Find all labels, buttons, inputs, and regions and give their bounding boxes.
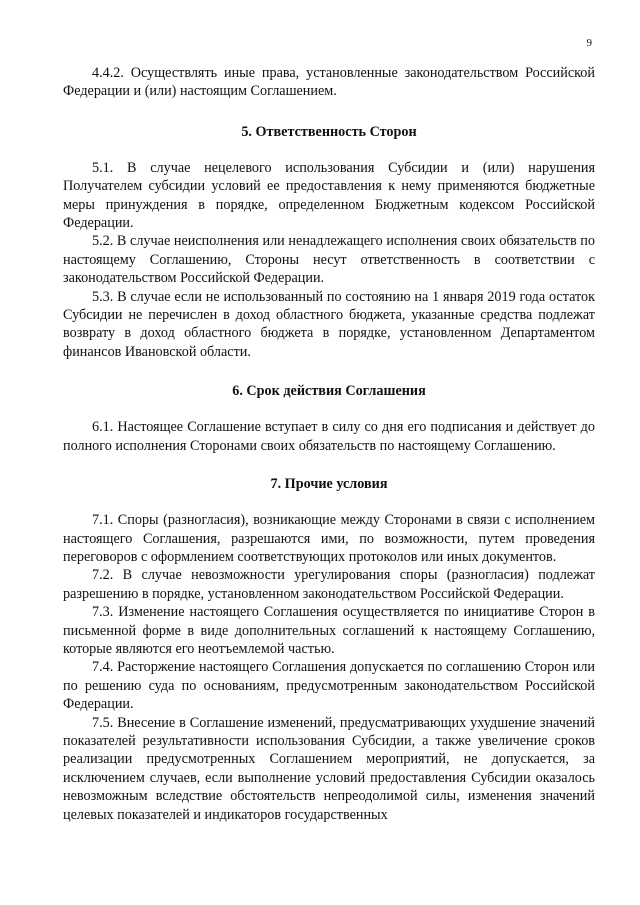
- paragraph-7-2: 7.2. В случае невозможности урегулирования споры (разногласия) подлежат разрешению в порядке, установленном законодательством Российской Федерации.: [63, 567, 595, 602]
- paragraph-5-1: 5.1. В случае нецелевого использования Субсидии и (или) нарушения Получателем субсидии условий ее предоставления к нему применяются бюджетные меры принуждения в порядке, определенном Бюджетным кодексом Российской Федерации.: [63, 159, 595, 232]
- document-body: [63, 64, 595, 824]
- paragraph-7-4: 7.4. Расторжение настоящего Соглашения допускается по соглашению Сторон или по решению суда по основаниям, предусмотренным законодательством Российской Федерации.: [63, 659, 595, 713]
- section-heading-7: 7. Прочие условия: [270, 476, 388, 493]
- paragraph-5-2: 5.2. В случае неисполнения или ненадлежащего исполнения своих обязательств по настоящему Соглашению, Стороны несут ответственность в соответствии с законодательством Российской Федерации.: [63, 233, 595, 287]
- paragraph-4-4-2: 4.4.2. Осуществлять иные права, установленные законодательством Российской Федерации и (или) настоящим Соглашением.: [63, 65, 595, 100]
- paragraph-7-3: 7.3. Изменение настоящего Соглашения осуществляется по инициативе Сторон в письменной форме в виде дополнительных соглашений к настоящему Соглашению, которые являются его неотъемлемой частью.: [63, 604, 595, 657]
- paragraph-7-1: 7.1. Споры (разногласия), возникающие между Сторонами в связи с исполнением настоящего Соглашения, разрешаются ими, по возможности, путем проведения переговоров с оформлением соответствующих протоколов или иных документов.: [63, 512, 595, 565]
- section-heading-6: 6. Срок действия Соглашения: [232, 383, 426, 400]
- paragraph-7-5: 7.5. Внесение в Соглашение изменений, предусматривающих ухудшение значений показателей результативности использования Субсидии, а также увеличение сроков реализации предусмотренных Соглашением мероприятий, не допускается, за исключением случаев, если выполнение условий предоставления Субсидии оказалось невозможным вследствие обстоятельств непреодолимой силы, изменения значений целевых показателей и индикаторов государственных: [63, 714, 595, 823]
- paragraph-5-3: 5.3. В случае если не использованный по состоянию на 1 января 2019 года остаток Субсидии не перечислен в доход областного бюджета, указанные средства подлежат возврату в доход областного бюджета в порядке, установленном Департаментом финансов Ивановской области.: [63, 288, 595, 360]
- page-number: 9: [586, 37, 592, 49]
- section-heading-5: 5. Ответственность Сторон: [241, 123, 417, 140]
- paragraph-6-1: 6.1. Настоящее Соглашение вступает в силу со дня его подписания и действует до полного исполнения Сторонами своих обязательств по настоящему Соглашению.: [63, 419, 595, 454]
